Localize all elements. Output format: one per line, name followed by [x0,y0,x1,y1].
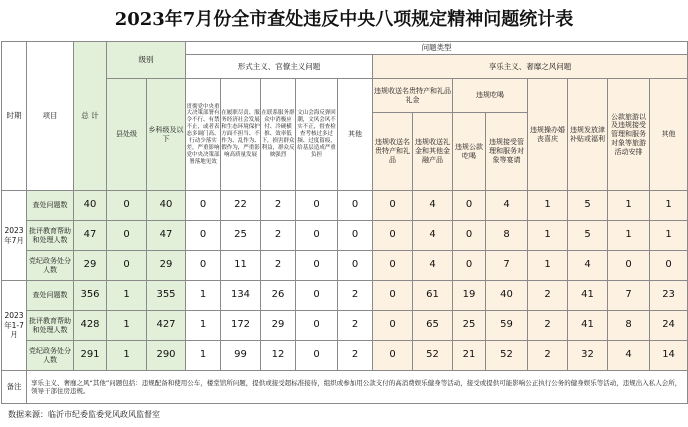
cell-value: 2 [528,311,568,341]
cell-value: 40 [74,191,107,221]
cell-value: 0 [650,251,688,281]
formalism-col-other: 其他 [338,79,373,191]
formalism-col-3: 在联系服务群众中消极应付、冷硬横推、效率低下，损害群众利益，群众反映强烈 [261,79,296,191]
cell-value: 355 [147,281,186,311]
cell-value: 290 [147,341,186,371]
table-row [2,281,688,311]
formalism-col-2: 在履职尽责、服务经济社会发展和生态环境保护方面不担当、不作为、乱作为、假作为，严重影响高质量发展 [221,79,261,191]
cell-value: 1 [608,191,650,221]
data-source: 数据来源：临沂市纪委监委党风政风监督室 [8,410,160,419]
cell-value: 21 [453,341,486,371]
cell-value: 0 [373,251,413,281]
cell-value: 1 [528,191,568,221]
cell-value: 7 [486,251,528,281]
cell-value: 1 [608,221,650,251]
cell-value: 29 [74,251,107,281]
hedonism-dining-header: 违规吃喝 [453,79,528,113]
cell-value: 356 [74,281,107,311]
cell-value: 0 [186,251,221,281]
cell-value: 4 [413,221,453,251]
hedonism-dining-col-a: 违规公款吃喝 [453,113,486,191]
cell-value: 134 [221,281,261,311]
cell-value: 25 [221,221,261,251]
cell-value: 12 [261,341,296,371]
row-item-label: 党纪政务处分人数 [27,341,74,371]
cell-value: 0 [186,221,221,251]
hedonism-gifts-col-a: 违规收送名贵特产和礼品 [373,113,413,191]
table-row [2,341,688,371]
cell-value: 22 [221,191,261,221]
cell-value: 0 [373,191,413,221]
cell-value: 0 [373,341,413,371]
page-title: 2023年7月份全市查处违反中央八项规定精神问题统计表 [114,9,574,30]
row-item-label: 查处问题数 [27,191,74,221]
table-row [2,221,688,251]
hedonism-col-travel: 公款旅游以及违规接受管理和服务对象等旅游活动安排 [608,79,650,191]
cell-value: 1 [107,341,147,371]
cell-value: 52 [413,341,453,371]
cell-value: 0 [296,251,338,281]
cell-value: 29 [147,251,186,281]
cell-value: 40 [147,191,186,221]
level-township-header: 乡科级及以下 [147,79,186,191]
cell-value: 5 [568,221,608,251]
cell-value: 0 [296,281,338,311]
period-header: 时期 [2,42,27,191]
formalism-group-header: 形式主义、官僚主义问题 [186,55,373,79]
row-item-label: 查处问题数 [27,281,74,311]
cell-value: 4 [486,191,528,221]
cell-value: 2 [338,341,373,371]
cell-value: 40 [486,281,528,311]
cell-value: 1 [528,221,568,251]
note-label: 备注 [2,371,27,404]
cell-value: 14 [650,341,688,371]
cell-value: 1 [186,341,221,371]
cell-value: 0 [373,221,413,251]
level-county-header: 县处级 [107,79,147,191]
table-row [2,311,688,341]
hedonism-col-allowances: 违规发放津补贴或福利 [568,79,608,191]
row-item-label: 批评教育帮助和处理人数 [27,221,74,251]
cell-value: 2 [261,191,296,221]
cell-value: 59 [486,311,528,341]
cell-value: 11 [221,251,261,281]
cell-value: 8 [608,311,650,341]
cell-value: 0 [373,311,413,341]
cell-value: 61 [413,281,453,311]
hedonism-gifts-header: 违规收送名贵特产和礼品礼金 [373,79,453,113]
cell-value: 26 [261,281,296,311]
cell-value: 4 [413,251,453,281]
hedonism-group-header: 享乐主义、奢靡之风问题 [373,55,688,79]
cell-value: 0 [186,191,221,221]
cell-value: 1 [186,281,221,311]
hedonism-dining-col-b: 违规接受管理和服务对象等宴请 [486,113,528,191]
cell-value: 5 [568,191,608,221]
hedonism-col-other: 其他 [650,79,688,191]
cell-value: 41 [568,281,608,311]
table-row [2,251,688,281]
cell-value: 47 [74,221,107,251]
formalism-col-1: 贯彻党中央重大决策部署有令不行、有禁不止，或者表态多调门高、行动少落实差，严重影响党中央决策部署落地见效 [186,79,221,191]
item-header: 项目 [27,42,74,191]
cell-value: 172 [221,311,261,341]
cell-value: 2 [528,341,568,371]
cell-value: 0 [296,191,338,221]
cell-value: 2 [338,311,373,341]
cell-value: 8 [486,221,528,251]
hedonism-gifts-col-b: 违规收送礼金和其他金融产品 [413,113,453,191]
row-item-label: 批评教育帮助和处理人数 [27,311,74,341]
cell-value: 2 [338,281,373,311]
cell-value: 4 [413,191,453,221]
level-header: 级别 [107,42,186,79]
cell-value: 0 [296,311,338,341]
cell-value: 0 [453,251,486,281]
problem-type-header: 问题类型 [186,42,688,55]
period-label: 2023年7月 [2,191,27,281]
cell-value: 291 [74,341,107,371]
cell-value: 47 [147,221,186,251]
cell-value: 32 [568,341,608,371]
cell-value: 25 [453,311,486,341]
cell-value: 24 [650,311,688,341]
cell-value: 0 [107,251,147,281]
cell-value: 0 [338,191,373,221]
table-row [2,191,688,221]
hedonism-col-weddings: 违规操办婚丧喜庆 [528,79,568,191]
cell-value: 0 [107,221,147,251]
statistics-table [1,41,688,404]
cell-value: 0 [338,251,373,281]
cell-value: 4 [568,251,608,281]
cell-value: 29 [261,311,296,341]
cell-value: 1 [650,191,688,221]
cell-value: 19 [453,281,486,311]
cell-value: 23 [650,281,688,311]
total-header: 总 计 [74,42,107,191]
cell-value: 1 [107,311,147,341]
cell-value: 0 [296,341,338,371]
cell-value: 0 [453,191,486,221]
cell-value: 427 [147,311,186,341]
cell-value: 0 [453,221,486,251]
cell-value: 0 [107,191,147,221]
cell-value: 4 [608,341,650,371]
cell-value: 99 [221,341,261,371]
cell-value: 0 [373,281,413,311]
cell-value: 2 [261,221,296,251]
cell-value: 0 [608,251,650,281]
cell-value: 428 [74,311,107,341]
cell-value: 41 [568,311,608,341]
period-label: 2023年1-7月 [2,281,27,371]
cell-value: 2 [261,251,296,281]
cell-value: 1 [186,311,221,341]
cell-value: 0 [338,221,373,251]
cell-value: 1 [528,251,568,281]
cell-value: 0 [296,221,338,251]
cell-value: 65 [413,311,453,341]
note-row [2,371,688,404]
cell-value: 1 [107,281,147,311]
row-item-label: 党纪政务处分人数 [27,251,74,281]
formalism-col-4: 文山会海反弹回潮，文风会风不实不正，督查检查考核过多过频、过度留痕，给基层造成严重负担 [296,79,338,191]
cell-value: 2 [528,281,568,311]
note-text: 享乐主义、奢靡之风“其他”问题包括：违规配备和使用公车，楼堂馆所问题，提供或接受超标准接待，组织或参加用公款支付的高消费娱乐健身等活动，接受或提供可能影响公正执行公务的健身娱乐等活动，违规出入私人会所，领导干部住房违规。 [27,371,688,404]
cell-value: 7 [608,281,650,311]
cell-value: 52 [486,341,528,371]
cell-value: 1 [650,221,688,251]
